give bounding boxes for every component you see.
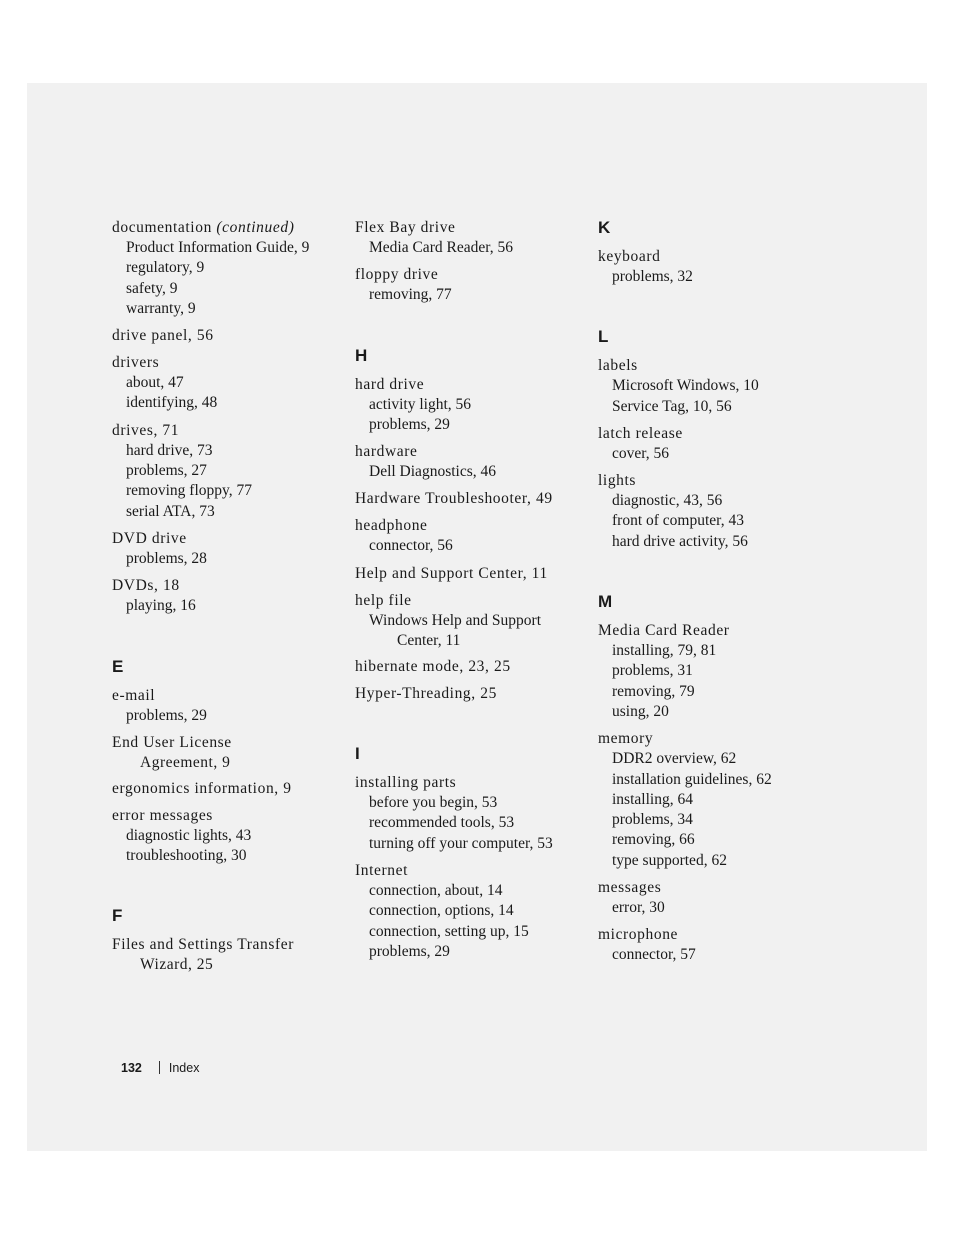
index-entry-hibernate: [355, 657, 590, 677]
index-term: Hardware Troubleshooter, 49: [355, 490, 553, 508]
index-term: labels: [598, 357, 638, 375]
index-subterm: about, 47: [126, 374, 184, 392]
index-subterm: hard drive, 73: [126, 441, 213, 459]
index-subterm: error, 30: [612, 899, 665, 917]
index-term-continuation: Agreement, 9: [140, 753, 231, 771]
index-entry-dvd-drive: [112, 529, 347, 569]
index-subterm: type supported, 62: [612, 851, 727, 869]
index-entry-headphone: [355, 516, 590, 556]
index-entry-files-settings: [112, 935, 347, 974]
section-letter-m: M: [598, 592, 613, 612]
index-subterm: cover, 56: [612, 444, 670, 462]
index-subterm: problems, 29: [126, 706, 207, 724]
section-letter-k: K: [598, 218, 611, 237]
index-entry-messages: [598, 878, 833, 918]
index-subterm: removing floppy, 77: [126, 482, 252, 500]
section-name: Index: [168, 1061, 200, 1075]
index-subterm-continuation: Center, 11: [397, 632, 461, 650]
index-term: messages: [598, 879, 662, 897]
index-entry-latch-release: [598, 424, 833, 464]
section-letter-f: F: [112, 906, 123, 926]
index-subterm: safety, 9: [126, 279, 178, 297]
index-subterm: problems, 34: [612, 811, 693, 829]
index-term: latch release: [598, 424, 683, 442]
index-term: Help and Support Center, 11: [355, 564, 548, 582]
section-letter-h: H: [355, 345, 368, 365]
index-entry-ergonomics: [112, 779, 347, 799]
index-subterm: problems, 27: [126, 462, 207, 480]
index-subterm: hard drive activity, 56: [612, 532, 748, 550]
index-term-continuation: Wizard, 25: [140, 956, 214, 974]
index-entry-help-file: [355, 591, 590, 650]
index-subterm: before you begin, 53: [369, 794, 498, 812]
index-term: drive panel, 56: [112, 327, 214, 345]
index-subterm: diagnostic, 43, 56: [612, 492, 723, 510]
index-subterm: warranty, 9: [126, 299, 196, 317]
page-number: 132: [121, 1061, 142, 1075]
index-term: memory: [598, 730, 654, 748]
index-entry-end-user-license: [112, 733, 347, 772]
index-term: lights: [598, 472, 637, 490]
section-letter-l: L: [598, 327, 609, 347]
index-term: microphone: [598, 926, 679, 944]
index-subterm: connector, 56: [369, 537, 453, 555]
index-term: hibernate mode, 23, 25: [355, 658, 511, 676]
index-entry-memory: [598, 729, 833, 871]
index-entry-labels: [598, 356, 833, 417]
index-subterm: connection, setting up, 15: [369, 922, 529, 940]
index-term: e-mail: [112, 686, 156, 704]
index-entry-documentation: [112, 218, 347, 319]
index-term: keyboard: [598, 248, 661, 265]
index-subterm: activity light, 56: [369, 395, 472, 413]
index-term: hardware: [355, 443, 418, 461]
index-entry-installing-parts: [355, 773, 590, 854]
index-subterm: problems, 28: [126, 549, 207, 567]
index-column-3: [598, 218, 833, 973]
index-subterm: problems, 29: [369, 415, 450, 433]
index-entry-help-support: [355, 564, 590, 584]
index-subterm: Service Tag, 10, 56: [612, 397, 732, 415]
index-entry-lights: [598, 471, 833, 552]
index-entry-internet: [355, 861, 590, 962]
index-term: installing parts: [355, 774, 457, 792]
index-term: headphone: [355, 517, 428, 535]
section-letter-e: E: [112, 656, 124, 676]
index-subterm: troubleshooting, 30: [126, 847, 247, 865]
index-term: ergonomics information, 9: [112, 779, 292, 797]
index-term: DVD drive: [112, 529, 187, 547]
index-entry-hardware: [355, 442, 590, 482]
index-subterm: diagnostic lights, 43: [126, 826, 252, 844]
index-entry-drivers: [112, 353, 347, 414]
index-subterm: serial ATA, 73: [126, 502, 215, 520]
index-subterm: Microsoft Windows, 10: [612, 377, 759, 395]
index-term: Flex Bay drive: [355, 219, 456, 236]
index-subterm: using, 20: [612, 702, 669, 720]
index-subterm: Dell Diagnostics, 46: [369, 463, 496, 481]
index-term-text: documentation: [112, 219, 212, 236]
index-subterm: identifying, 48: [126, 394, 218, 412]
index-subterm: Product Information Guide, 9: [126, 239, 310, 256]
index-entry-media-card-reader: [598, 621, 833, 722]
index-subterm: connection, about, 14: [369, 881, 503, 899]
index-column-1: [112, 218, 347, 981]
index-subterm: recommended tools, 53: [369, 814, 515, 832]
index-subterm: connection, options, 14: [369, 902, 514, 920]
page-footer: [121, 1061, 199, 1075]
index-term: hard drive: [355, 375, 425, 393]
footer-separator: [159, 1061, 160, 1074]
index-entry-keyboard: [598, 247, 833, 287]
index-subterm: connector, 57: [612, 946, 696, 964]
index-subterm: front of computer, 43: [612, 512, 744, 530]
index-entry-microphone: [598, 925, 833, 965]
index-subterm: problems, 31: [612, 662, 693, 680]
index-subterm: installing, 64: [612, 790, 693, 808]
index-subterm: playing, 16: [126, 597, 196, 615]
index-subterm: Media Card Reader, 56: [369, 239, 513, 256]
index-term: Hyper-Threading, 25: [355, 685, 497, 703]
index-subterm: removing, 77: [369, 286, 452, 304]
index-subterm: DDR2 overview, 62: [612, 750, 737, 768]
index-term: Files and Settings Transfer: [112, 936, 294, 954]
index-entry-flex-bay: [355, 218, 590, 258]
section-letter-i: I: [355, 744, 360, 764]
index-subterm: installation guidelines, 62: [612, 770, 772, 788]
index-subterm: problems, 29: [369, 942, 450, 960]
index-term: error messages: [112, 806, 213, 824]
index-subterm: problems, 32: [612, 268, 693, 285]
index-term: End User License: [112, 733, 232, 751]
index-term: [112, 218, 347, 238]
continued-note: (continued): [216, 219, 295, 236]
index-subterm: Windows Help and Support: [369, 611, 542, 629]
index-term: drives, 71: [112, 421, 180, 439]
index-entry-drives: [112, 421, 347, 522]
index-term: floppy drive: [355, 266, 439, 284]
index-subterm: turning off your computer, 53: [369, 834, 553, 852]
index-subterm: regulatory, 9: [126, 259, 205, 277]
index-entry-hyper-threading: [355, 684, 590, 704]
index-term: drivers: [112, 354, 160, 372]
index-entry-email: [112, 686, 347, 726]
index-entry-drive-panel: [112, 326, 347, 346]
index-entry-error-messages: [112, 806, 347, 867]
index-entry-hardware-troubleshooter: [355, 489, 590, 509]
index-term: DVDs, 18: [112, 577, 180, 595]
index-entry-floppy-drive: [355, 265, 590, 305]
index-entry-dvds: [112, 576, 347, 616]
index-subterm: removing, 66: [612, 831, 695, 849]
index-entry-hard-drive: [355, 375, 590, 436]
index-column-2: [355, 218, 590, 969]
index-subterm: installing, 79, 81: [612, 642, 717, 660]
index-term: Internet: [355, 861, 408, 879]
index-subterm: removing, 79: [612, 682, 695, 700]
index-term: help file: [355, 591, 412, 609]
index-term: Media Card Reader: [598, 622, 730, 640]
